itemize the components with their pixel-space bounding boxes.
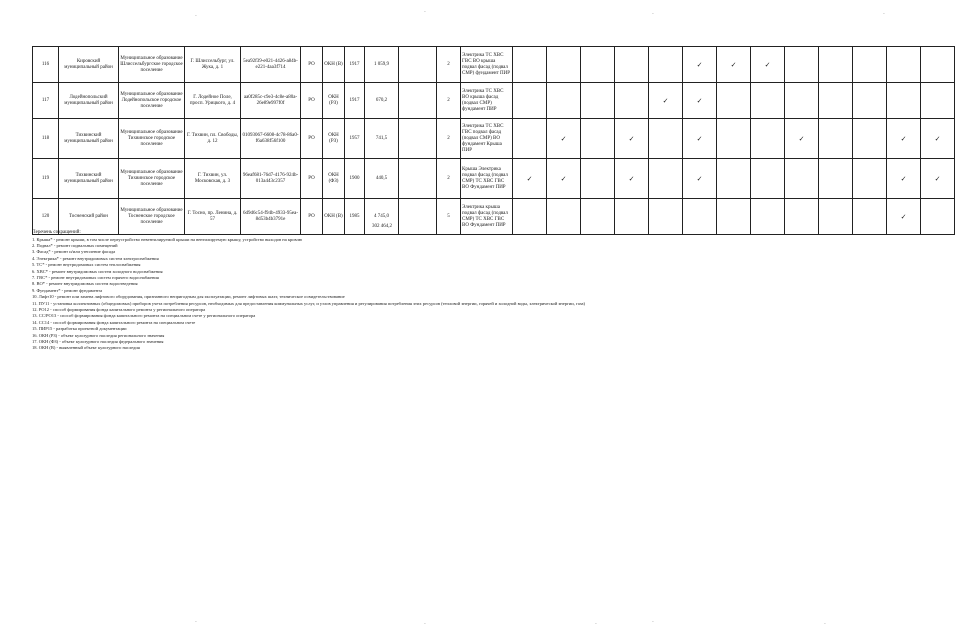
work-mark-cell	[547, 83, 581, 119]
count-cell: 2	[437, 47, 461, 83]
scan-speck: ·	[195, 13, 197, 20]
scan-speck: ·	[824, 621, 826, 628]
work-mark-cell	[717, 119, 751, 159]
district-cell: Тихвинский муниципальный район	[59, 159, 119, 199]
works-list-cell: Электрика ТС ХВС ВО крыша фасад (подвал СМР) фундамент ПИР	[461, 83, 513, 119]
work-mark-cell	[615, 47, 649, 83]
work-mark-cell: ✓	[683, 159, 717, 199]
work-mark-cell	[819, 159, 853, 199]
works-list-cell: Электрика ТС ХВС ГВС ВО крыша подвал фасад (подвал СМР) фундамент ПИР	[461, 47, 513, 83]
work-mark-cell	[649, 159, 683, 199]
area-cell: 670,2	[365, 83, 399, 119]
legend-item: 8. ВО* - ремонт внутридомовых систем водоотведения	[32, 281, 138, 287]
work-mark-cell: ✓	[717, 47, 751, 83]
work-mark-cell: ✓	[921, 119, 955, 159]
fund-type-cell: РО	[301, 199, 323, 235]
district-cell: Тосненский район	[59, 199, 119, 235]
guid-cell: aa0f285c-c9e3-4c8e-a80a-26e89e997f0f	[241, 83, 301, 119]
municipality-cell: Муниципальное образование Тосненское городское поселение	[119, 199, 185, 235]
count-cell: 2	[437, 83, 461, 119]
scan-speck: ·	[195, 619, 197, 626]
build-year-cell: 1900	[345, 159, 365, 199]
work-mark-cell	[853, 159, 887, 199]
work-mark-cell: ✓	[615, 119, 649, 159]
heritage-category-cell: ОКН (РЗ)	[323, 119, 345, 159]
legend-item: 5. ТС* - ремонт внутридомовых систем теплоснабжения	[32, 262, 141, 268]
work-mark-cell: ✓	[887, 199, 921, 235]
municipality-cell: Муниципальное образование Лодейнопольское городское поселение	[119, 83, 185, 119]
guid-cell: 01093067-6608-4c78-86a0-f6a638f56f100	[241, 119, 301, 159]
area-cell: 741,5	[365, 119, 399, 159]
scan-speck: ·	[883, 11, 885, 18]
work-mark-cell	[819, 47, 853, 83]
legend-item: 6. ХВС* - ремонт внутридомовых систем холодного водоснабжения	[32, 268, 163, 274]
table-total-area: 302 464,2	[372, 224, 392, 229]
empty-cell	[399, 119, 437, 159]
work-mark-cell: ✓	[887, 159, 921, 199]
address-cell: Г. Тихвин, ул. Московская, д. 3	[185, 159, 241, 199]
work-mark-cell	[887, 83, 921, 119]
work-mark-cell: ✓	[547, 159, 581, 199]
work-mark-cell: ✓	[683, 119, 717, 159]
legend-item: 7. ГВС* - ремонт внутридомовых систем горячего водоснабжения	[32, 274, 159, 280]
row-number-cell: 119	[33, 159, 59, 199]
row-number-cell: 117	[33, 83, 59, 119]
work-mark-cell: ✓	[921, 159, 955, 199]
fund-type-cell: РО	[301, 83, 323, 119]
work-mark-cell	[921, 83, 955, 119]
work-mark-cell: ✓	[751, 47, 785, 83]
work-mark-cell	[921, 199, 955, 235]
legend-item: 10. Лифт10 - ремонт или замена лифтового оборудования, признанного непригодным для эксплуатации, ремонт лифтовых шахт, техническое освидетельствование	[32, 294, 345, 300]
table-row	[33, 83, 955, 119]
empty-cell	[399, 159, 437, 199]
legend-item: 3. Фасад* - ремонт и/или утепление фасада	[32, 249, 116, 255]
scan-speck: ·	[652, 11, 654, 18]
legend-item: 4. Электрика* - ремонт внутридомовых систем электроснабжения	[32, 255, 159, 261]
empty-cell	[399, 47, 437, 83]
build-year-cell: 1957	[345, 119, 365, 159]
table-row	[33, 159, 955, 199]
legend-title: Перечень сокращений:	[32, 230, 81, 235]
work-mark-cell: ✓	[887, 119, 921, 159]
count-cell: 2	[437, 159, 461, 199]
row-number-cell: 120	[33, 199, 59, 235]
legend-item: 12. РО12 - способ формирования фонда капитального ремонта у регионального оператора	[32, 306, 206, 312]
works-list-cell: Электрика крыша подвал фасад (подвал СМР) ТС ХВС ГВС ВО Фундамент ПИР	[461, 199, 513, 235]
table-row	[33, 119, 955, 159]
work-mark-cell	[887, 47, 921, 83]
area-cell: 440,5	[365, 159, 399, 199]
work-mark-cell: ✓	[547, 119, 581, 159]
work-mark-cell	[649, 47, 683, 83]
legend-item: 2. Подвал* - ремонт подвальных помещений	[32, 242, 118, 248]
work-mark-cell	[717, 159, 751, 199]
legend-item: 1. Крыша* - ремонт крыши, в том числе переустройство невентилируемой крыши на вентилируемую крышу, устройство выходов на кровлю	[32, 236, 303, 242]
work-mark-cell	[921, 47, 955, 83]
legend-item: 17. ОКН (ФЗ) - объект культурного наследия федерального значения	[32, 339, 164, 344]
legend-list	[32, 237, 872, 352]
municipality-cell: Муниципальное образование Тихвинское городское поселение	[119, 159, 185, 199]
fund-type-cell: РО	[301, 159, 323, 199]
build-year-cell: 1917	[345, 47, 365, 83]
address-cell: Г. Лодейное Поле, просп. Урицкого, д. 4	[185, 83, 241, 119]
row-number-cell: 118	[33, 119, 59, 159]
work-mark-cell	[853, 83, 887, 119]
legend-item: 16. ОКН (РЗ) - объект культурного наследия регионального значения	[32, 332, 165, 338]
work-mark-cell: ✓	[649, 83, 683, 119]
work-mark-cell	[513, 119, 547, 159]
address-cell: Г. Шлиссельбург, ул. Жука, д. 1	[185, 47, 241, 83]
municipality-cell: Муниципальное образование Тихвинское городское поселение	[119, 119, 185, 159]
fund-type-cell: РО	[301, 47, 323, 83]
heritage-category-cell: ОКН (В)	[323, 199, 345, 235]
guid-cell: 96eaf681-76d7-4176-924b-013a443c2357	[241, 159, 301, 199]
heritage-category-cell: ОКН (ФЗ)	[323, 159, 345, 199]
build-year-cell: 1985	[345, 199, 365, 235]
count-cell: 2	[437, 119, 461, 159]
work-mark-cell	[581, 83, 615, 119]
legend-item: 18. ОКН (В) - выявленный объект культурного наследия	[32, 345, 140, 351]
municipality-cell: Муниципальное образование Шлиссельбургское городское поселение	[119, 47, 185, 83]
work-mark-cell	[547, 47, 581, 83]
scan-speck: ·	[652, 619, 654, 626]
fund-type-cell: РО	[301, 119, 323, 159]
work-mark-cell	[649, 119, 683, 159]
legend-item: 9. Фундамент* - ремонт фундамента	[32, 287, 103, 293]
address-cell: Г. Тосно, пр. Ленина, д. 57	[185, 199, 241, 235]
work-mark-cell: ✓	[513, 159, 547, 199]
heritage-category-cell: ОКН (РЗ)	[323, 83, 345, 119]
work-mark-cell	[819, 119, 853, 159]
work-mark-cell	[513, 83, 547, 119]
work-mark-cell	[853, 119, 887, 159]
work-mark-cell: ✓	[683, 83, 717, 119]
district-cell: Кировский муниципальный район	[59, 47, 119, 83]
work-mark-cell	[785, 83, 819, 119]
work-mark-cell	[819, 83, 853, 119]
count-cell: 5	[437, 199, 461, 235]
legend-item: 15. ПИР15 - разработка проектной документации	[32, 326, 127, 332]
scan-speck: ·	[424, 621, 426, 628]
work-mark-cell: ✓	[785, 119, 819, 159]
district-cell: Лодейнопольский муниципальный район	[59, 83, 119, 119]
work-mark-cell	[751, 83, 785, 119]
abbreviations-legend	[32, 230, 872, 352]
work-mark-cell	[785, 47, 819, 83]
work-mark-cell	[513, 47, 547, 83]
legend-item: 13. СС/РО13 - способ формирования фонда капитального ремонта на специальном счете у регионального оператора	[32, 313, 256, 319]
capital-repair-table	[32, 46, 955, 235]
work-mark-cell	[581, 47, 615, 83]
district-cell: Тихвинский муниципальный район	[59, 119, 119, 159]
works-list-cell: Электрика ТС ХВС ГВС подвал фасад (подвал СМР) ВО фундамент Крыша ПИР	[461, 119, 513, 159]
legend-item: 11. ПУ11 - установка коллективных (общедомовых) приборов учета потребления ресурсов, необходимых для предоставления коммунальных услуг, и узлов управления и регулирования потребления этих ресурсов (тепловой энергии, горячей и холодной воды, электрической энергии, газа)	[32, 300, 585, 306]
guid-cell: 5ea92f39-e021-4426-a84b-e221-4aa3f714	[241, 47, 301, 83]
works-list-cell: Крыша Электрика подвал фасад (подвал СМР) ТС ХВС ГВС ВО Фундамент ПИР	[461, 159, 513, 199]
work-mark-cell	[581, 119, 615, 159]
work-mark-cell: ✓	[615, 159, 649, 199]
area-cell: 1 059,9	[365, 47, 399, 83]
address-cell: Г. Тихвин, пл. Свободы, д. 12	[185, 119, 241, 159]
work-mark-cell	[717, 83, 751, 119]
guid-cell: 6d9d6c54-f94b-4933-95ea-8d53b4b3791e	[241, 199, 301, 235]
empty-cell	[399, 83, 437, 119]
row-number-cell: 116	[33, 47, 59, 83]
work-mark-cell	[751, 159, 785, 199]
heritage-category-cell: ОКН (В)	[323, 47, 345, 83]
work-mark-cell: ✓	[683, 47, 717, 83]
build-year-cell: 1917	[345, 83, 365, 119]
scan-speck: ·	[424, 9, 426, 16]
work-mark-cell	[853, 47, 887, 83]
work-mark-cell	[615, 83, 649, 119]
work-mark-cell	[581, 159, 615, 199]
work-mark-cell	[785, 159, 819, 199]
scan-speck: ·	[595, 621, 597, 628]
work-mark-cell	[751, 119, 785, 159]
area-cell: 4 745,0	[365, 199, 399, 235]
table-row	[33, 47, 955, 83]
legend-item: 14. СС14 - способ формирования фонда капитального ремонта на специальном счете	[32, 319, 196, 325]
